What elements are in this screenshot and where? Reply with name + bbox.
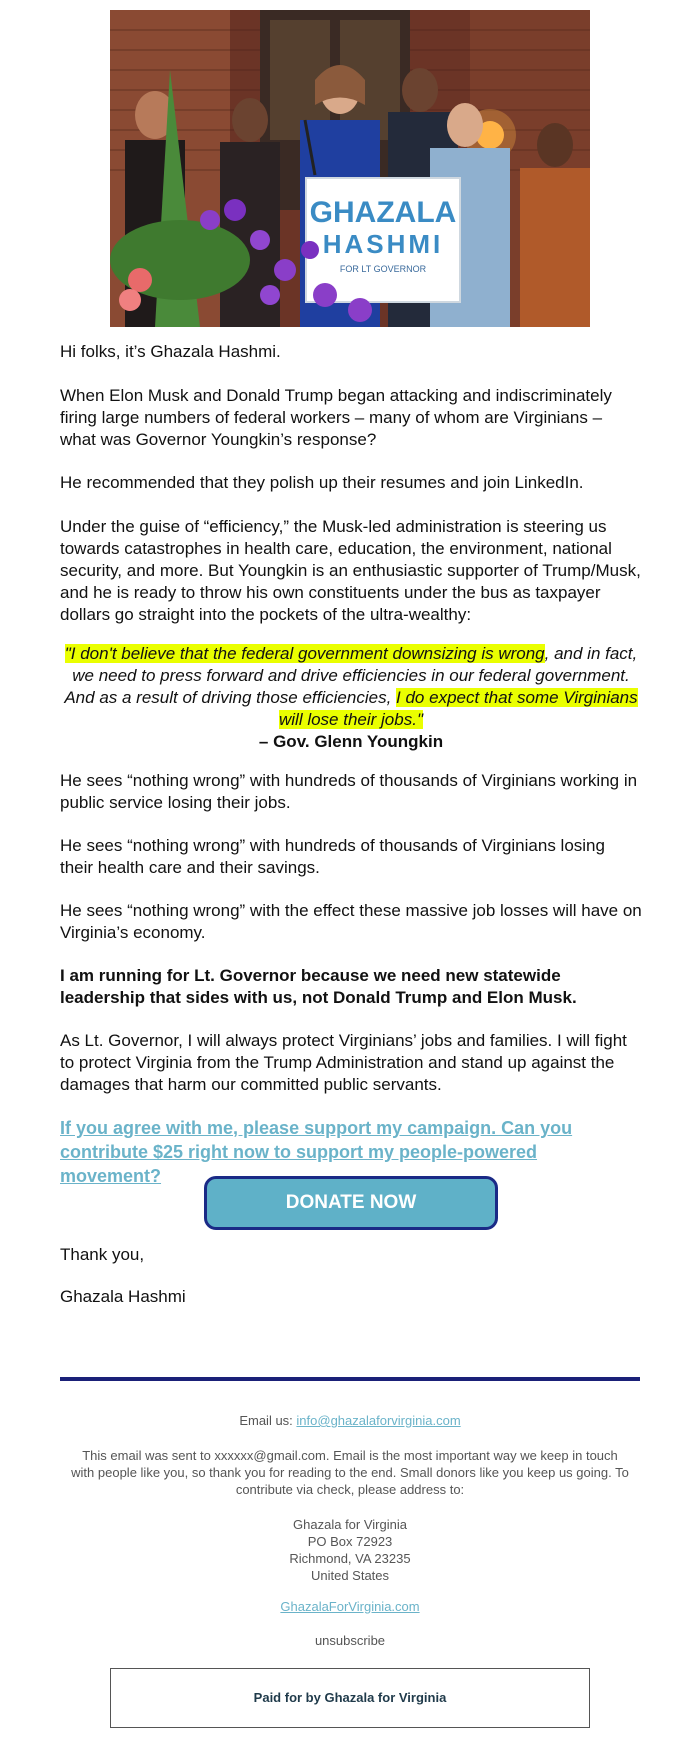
quote-author: – Gov. Glenn Youngkin — [258, 732, 444, 751]
hero-illustration — [110, 10, 590, 327]
footer-divider — [60, 1377, 640, 1381]
paragraph-8: As Lt. Governor, I will always protect Virginians’ jobs and families. I will fight to protect Virginia from the Trump Administration and stand up against the damages that harm our committed public servants. — [60, 1031, 627, 1094]
address-name: Ghazala for Virginia — [293, 1517, 407, 1532]
email-us-label: Email us: — [239, 1413, 293, 1428]
hero-photo — [110, 10, 590, 327]
quote-middle: , and in fact, we need to press forward and drive efficiencies in our federal government. And as a result of driving those efficiencies, — [64, 644, 638, 707]
unsubscribe-link[interactable]: unsubscribe — [314, 1633, 386, 1648]
footer-notice: This email was sent to xxxxxx@gmail.com. Email is the most important way we keep in touch with people like you, so thank you for reading to the end. Small donors like you keep us going. To contribute via check, please address to: — [71, 1448, 629, 1497]
sign-line-1: GHAZALA — [309, 196, 457, 229]
youngkin-quote — [60, 643, 642, 753]
address-line-1: PO Box 72923 — [307, 1534, 393, 1549]
signoff: Thank you, — [60, 1245, 145, 1264]
paid-for-disclaimer: Paid for by Ghazala for Virginia — [110, 1668, 590, 1728]
paragraph-7-bold: I am running for Lt. Governor because we need new statewide leadership that sides with us, not Donald Trump and Elon Musk. — [60, 966, 577, 1007]
sign-line-2: HASHMI — [322, 229, 444, 259]
quote-highlight-1: "I don't believe that the federal government downsizing is wrong — [64, 644, 545, 663]
sign-line-3: FOR LT GOVERNOR — [339, 264, 427, 274]
website-link[interactable]: GhazalaForVirginia.com — [280, 1599, 420, 1614]
contact-email-link[interactable]: info@ghazalaforvirginia.com — [296, 1413, 461, 1428]
paragraph-3: Under the guise of “efficiency,” the Musk-led administration is steering us towards catastrophes in health care, education, the environment, national security, and more. But Youngkin is an enthusiastic supporter of Trump/Musk, and he is ready to throw his own constituents under the bus as taxpayer dollars go straight into the pockets of the ultra-wealthy: — [60, 517, 641, 624]
paragraph-6: He sees “nothing wrong” with the effect these massive job losses will have on Virginia’s economy. — [60, 901, 642, 942]
paragraph-2: He recommended that they polish up their resumes and join LinkedIn. — [60, 473, 584, 492]
address-country: United States — [310, 1568, 390, 1583]
email-us-line — [60, 1412, 640, 1429]
quote-highlight-2: I do expect that some Virginians will lose their jobs." — [279, 688, 638, 729]
paragraph-5: He sees “nothing wrong” with hundreds of thousands of Virginians losing their health care and their savings. — [60, 836, 605, 877]
greeting: Hi folks, it’s Ghazala Hashmi. — [60, 342, 281, 361]
contribute-link[interactable]: If you agree with me, please support my campaign. Can you contribute $25 right now to support my people-powered movement? — [60, 1118, 573, 1186]
donate-now-button[interactable]: DONATE NOW — [204, 1176, 498, 1230]
signature: Ghazala Hashmi — [60, 1287, 186, 1306]
paragraph-1: When Elon Musk and Donald Trump began attacking and indiscriminately firing large numbers of federal workers – many of whom are Virginians – what was Governor Youngkin’s response? — [60, 386, 612, 449]
paragraph-4: He sees “nothing wrong” with hundreds of thousands of Virginians working in public service losing their jobs. — [60, 771, 638, 812]
address-line-2: Richmond, VA 23235 — [289, 1551, 411, 1566]
